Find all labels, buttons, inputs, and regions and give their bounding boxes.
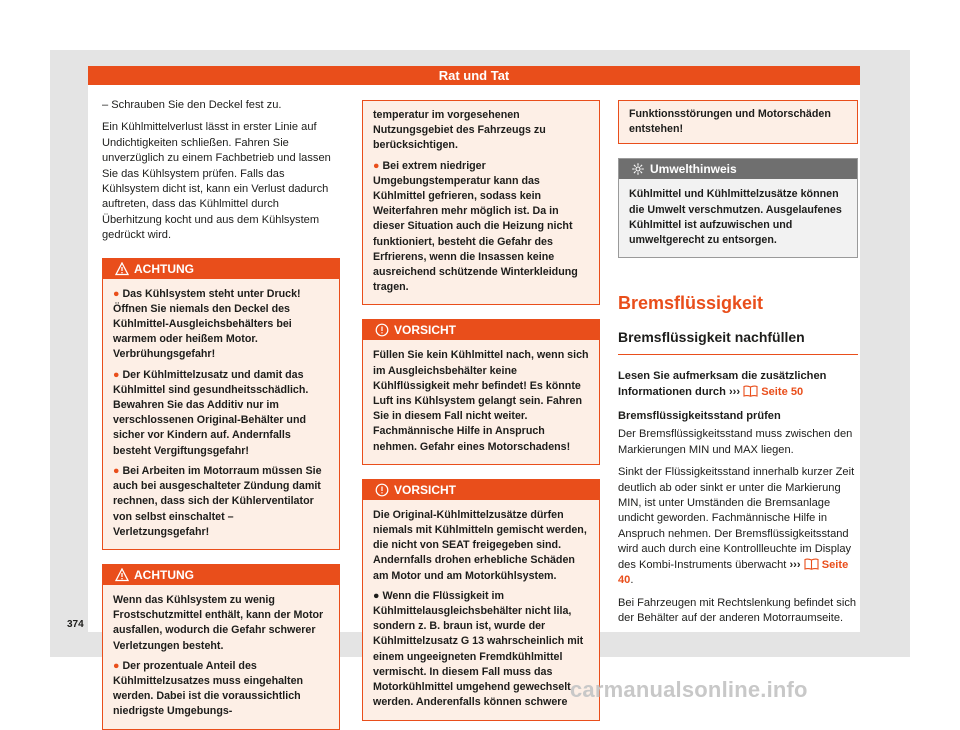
warning-box <box>102 258 340 550</box>
page-number: 374 <box>67 619 84 630</box>
warning-triangle-icon <box>115 262 129 276</box>
caution-box <box>362 479 600 721</box>
info-circle-icon <box>375 323 389 337</box>
caution-box-continued <box>618 100 858 144</box>
warning-box-title <box>103 259 339 279</box>
environment-note-box <box>618 158 858 258</box>
warning-item: ● Der Kühlmittelzusatz und damit das Kühlmittel sind gesundheitsschädlich. Bewahren Sie das Additiv nur im verschlossenen Original-Behälter und sicher vor Kindern auf. Andernfalls besteht Vergiftungsgefahr! <box>113 368 309 457</box>
step-text: – Schrauben Sie den Deckel fest zu. <box>102 99 282 111</box>
page-link[interactable]: ››› Seite 50 <box>728 385 804 398</box>
environment-note-title <box>619 159 857 179</box>
book-icon <box>743 385 758 397</box>
environment-note-text: Kühlmittel und Kühlmittelzusätze können die Umwelt verschmutzen. Ausgelaufenes Kühlmittel ist aufzuwischen und umweltgerecht zu entsorgen. <box>629 188 842 247</box>
paragraph: Der Bremsflüssigkeitsstand muss zwischen den Markierungen MIN und MAX liegen. <box>618 428 853 456</box>
warning-item: ● Bei Arbeiten im Motorraum müssen Sie auch bei ausgeschalteter Zündung damit rechnen, dass sich der Kühlerventilator von selbst einschaltet – Verletzungsgefahr! <box>113 464 322 538</box>
warning-box <box>102 564 340 730</box>
info-circle-icon <box>375 483 389 497</box>
paragraph: Ein Kühlmittelverlust lässt in erster Linie auf Undichtigkeiten schließen. Fahren Sie unverzüglich zu einem Fachbetrieb und lassen Sie das Kühlsystem prüfen. Falls das Kühlsystem dicht ist, kann ein Verlust dadurch auftreten, dass das Kühlmittel durch Überhitzung kocht und aus dem Kühlsystem gedrückt wird. <box>102 121 331 242</box>
caution-item: ● Wenn die Flüssigkeit im Kühlmittelausgleichsbehälter nicht lila, sondern z. B. braun ist, wurde der Kühlmittelzusatz G 13 wahrscheinlich mit einem ungeeigneten Fremdkühlmittel vermischt. In diesem Fall muss das Motorkühlmittel umgehend gewechselt werden. Anderenfalls können schwere <box>373 589 584 709</box>
warning-item: ● Das Kühlsystem steht unter Druck! Öffnen Sie niemals den Deckel des Kühlmittel-Ausgleichsbehälters bei warmem oder heißem Motor. Verbrühungsgefahr! <box>113 287 301 361</box>
environment-note-label: Umwelthinweis <box>650 162 737 177</box>
caution-box <box>362 319 600 464</box>
caution-label: VORSICHT <box>394 323 457 338</box>
caution-text: Funktionsstörungen und Motorschäden entstehen! <box>629 108 831 136</box>
leaf-icon <box>631 162 645 176</box>
paragraph: Bei Fahrzeugen mit Rechtslenkung befindet sich der Behälter auf der anderen Motorraumseite. <box>618 596 857 624</box>
warning-label: ACHTUNG <box>134 567 194 582</box>
page-link[interactable]: ››› Seite 40 <box>618 558 849 587</box>
warning-item: ● Bei extrem niedriger Umgebungstemperatur kann das Kühlmittel gefrieren, sodass kein Weiterfahren mehr möglich ist. Da in dieser Situation auch die Heizung nicht funktioniert, besteht die Gefahr des Erfrierens, wenn die Insassen keine ausreichend schützende Winterkleidung tragen. <box>373 159 578 294</box>
warning-text: temperatur im vorgesehenen Nutzungsgebiet des Fahrzeugs zu berücksichtigen. <box>373 109 546 152</box>
warning-text: Wenn das Kühlsystem zu wenig Frostschutzmittel enthält, kann der Motor ausfallen, wodurch die Gefahr schwerer Verletzungen besteht. <box>113 593 324 652</box>
column-left <box>102 98 340 730</box>
subheading: Bremsflüssigkeitsstand prüfen <box>618 410 781 423</box>
watermark: carmanualsonline.info <box>570 677 808 702</box>
warning-box-continued <box>362 100 600 305</box>
caution-box-title <box>363 320 599 340</box>
warning-triangle-icon <box>115 568 129 582</box>
book-icon <box>804 558 819 570</box>
caution-text: Füllen Sie kein Kühlmittel nach, wenn sich im Ausgleichsbehälter keine Kühlflüssigkeit mehr befindet! Es könnte Luft ins Kühlsystem gelangt sein. Fahren Sie in diesem Fall nicht weiter. Fachmännische Hilfe in Anspruch nehmen. Gefahr eines Motorschadens! <box>373 349 589 453</box>
warning-item: ● Der prozentuale Anteil des Kühlmittelzusatzes muss eingehalten werden. Dabei ist die voraussichtlich niedrigste Umgebungs- <box>113 659 304 718</box>
paragraph: Sinkt der Flüssigkeitsstand innerhalb kurzer Zeit deutlich ab oder sinkt er unter die Markierung MIN, ist unter Umständen die Bremsanlage undicht geworden. Fachmännische Hilfe in Anspruch nehmen. Der Bremsflüssigkeitsstand wird auch durch eine Kontrollleuchte im Display des Kombi-Instruments überwacht ››› Seite 40. <box>618 466 855 587</box>
warning-box-title <box>103 565 339 585</box>
section-title: Bremsflüssigkeit <box>618 293 764 314</box>
warning-label: ACHTUNG <box>134 261 194 276</box>
page-header: Rat und Tat <box>88 66 860 85</box>
caution-text: Die Original-Kühlmittelzusätze dürfen niemals mit Kühlmitteln gemischt werden, die nicht von SEAT freigegeben sind. Andernfalls drohen erhebliche Schäden am Motor und am Motorkühlsystem. <box>373 508 587 582</box>
intro-text: Lesen Sie aufmerksam die zusätzlichen Informationen durch ››› Seite 50 <box>618 370 827 398</box>
caution-label: VORSICHT <box>394 482 457 497</box>
column-right <box>618 100 858 633</box>
caution-box-title <box>363 480 599 500</box>
subsection-title: Bremsflüssigkeit nachfüllen <box>618 328 858 355</box>
column-middle <box>362 100 600 721</box>
